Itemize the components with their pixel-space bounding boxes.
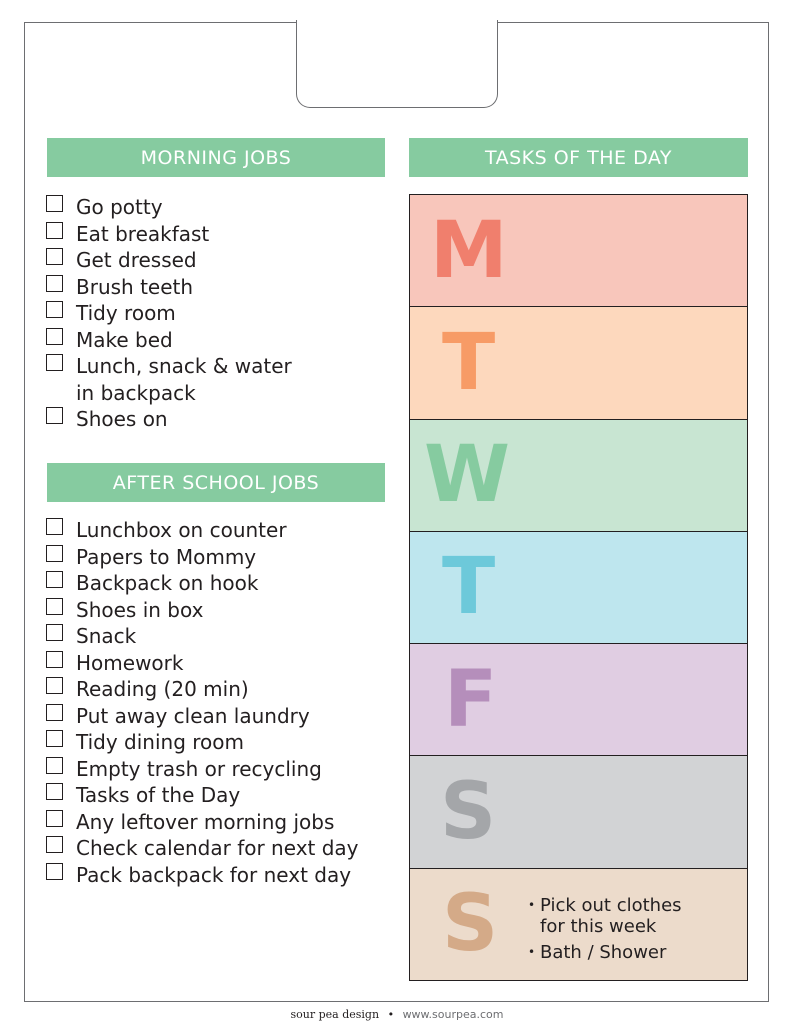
checkbox[interactable] xyxy=(46,863,63,880)
checklist-item xyxy=(46,650,359,677)
checklist-item xyxy=(46,353,292,406)
checklist-item-label: Papers to Mommy xyxy=(76,544,257,569)
checklist-item xyxy=(46,570,359,597)
day-letter: F xyxy=(444,654,498,745)
tasks-of-the-day-title: TASKS OF THE DAY xyxy=(484,146,673,169)
checklist-item-label: Get dressed xyxy=(76,248,197,272)
morning-jobs-title: MORNING JOBS xyxy=(140,146,292,169)
weekly-task-grid xyxy=(409,194,748,981)
checkbox[interactable] xyxy=(46,783,63,800)
checklist-item-label: Brush teeth xyxy=(76,274,194,299)
checklist-item-label: Make bed xyxy=(76,327,173,352)
checklist-item xyxy=(46,623,359,650)
checklist-item-label: Pack backpack for next day xyxy=(76,862,352,887)
day-row xyxy=(410,756,747,868)
checklist-item-label: Backpack on hook xyxy=(76,571,259,595)
checklist-item-label: Check calendar for next day xyxy=(76,836,359,860)
checkbox[interactable] xyxy=(46,222,63,239)
checklist-item-label: Reading (20 min) xyxy=(76,677,249,701)
checklist-item xyxy=(46,782,359,809)
checklist-item-label: Go potty xyxy=(76,195,163,219)
checkbox[interactable] xyxy=(46,545,63,562)
footer-url[interactable]: www.sourpea.com xyxy=(402,1008,504,1021)
day-letter: S xyxy=(442,879,499,970)
checklist-item-label: Homework xyxy=(76,650,184,675)
after-school-jobs-header xyxy=(47,463,385,502)
day-row xyxy=(410,869,747,980)
day-letter: T xyxy=(442,317,496,408)
day-notes xyxy=(528,895,682,968)
clipboard-tab xyxy=(296,20,498,108)
checklist-item xyxy=(46,676,359,703)
footer-separator: • xyxy=(387,1008,395,1021)
day-row xyxy=(410,307,747,419)
checklist-item xyxy=(46,517,359,544)
checklist-item xyxy=(46,194,292,221)
day-letter: S xyxy=(440,767,497,858)
checklist-item-label: Empty trash or recycling xyxy=(76,756,322,781)
checklist-item-label: Lunchbox on counter xyxy=(76,518,287,542)
checkbox[interactable] xyxy=(46,407,63,424)
checkbox[interactable] xyxy=(46,810,63,827)
checklist-item xyxy=(46,300,292,327)
checkbox[interactable] xyxy=(46,328,63,345)
day-row xyxy=(410,532,747,644)
checkbox[interactable] xyxy=(46,248,63,265)
checklist-item xyxy=(46,274,292,301)
checkbox[interactable] xyxy=(46,704,63,721)
day-letter: W xyxy=(424,430,511,521)
day-letter: M xyxy=(430,205,508,296)
checklist-item-label: Tasks of the Day xyxy=(76,783,241,807)
checkbox[interactable] xyxy=(46,598,63,615)
tasks-of-the-day-header xyxy=(409,138,748,177)
checklist-item xyxy=(46,703,359,730)
checklist-item-label: Lunch, snack & water in backpack xyxy=(76,354,292,405)
after-school-jobs-list xyxy=(46,517,359,888)
checklist-item-label: Snack xyxy=(76,624,137,648)
checkbox[interactable] xyxy=(46,354,63,371)
checklist-item-label: Eat breakfast xyxy=(76,221,210,246)
day-letter: T xyxy=(442,542,496,633)
checkbox[interactable] xyxy=(46,195,63,212)
day-row xyxy=(410,420,747,532)
morning-jobs-list xyxy=(46,194,292,433)
after-school-jobs-title: AFTER SCHOOL JOBS xyxy=(112,471,320,494)
day-note: • Pick out clothes for this week xyxy=(528,895,682,937)
day-row xyxy=(410,644,747,756)
checklist-item-label: Shoes on xyxy=(76,407,168,431)
checklist-item-label: Any leftover morning jobs xyxy=(76,809,335,834)
checklist-item-label: Tidy dining room xyxy=(76,730,244,754)
checklist-item xyxy=(46,221,292,248)
morning-jobs-header xyxy=(47,138,385,177)
checkbox[interactable] xyxy=(46,301,63,318)
checklist-item xyxy=(46,756,359,783)
checklist-item xyxy=(46,327,292,354)
checklist-item xyxy=(46,597,359,624)
checkbox[interactable] xyxy=(46,836,63,853)
checkbox[interactable] xyxy=(46,571,63,588)
checklist-item xyxy=(46,544,359,571)
day-note: • Bath / Shower xyxy=(528,942,682,963)
checklist-item xyxy=(46,862,359,889)
checklist-item xyxy=(46,835,359,862)
checkbox[interactable] xyxy=(46,757,63,774)
checkbox[interactable] xyxy=(46,518,63,535)
checklist-item-label: Tidy room xyxy=(76,301,176,325)
checklist-item xyxy=(46,406,292,433)
checkbox[interactable] xyxy=(46,624,63,641)
footer-brand: sour pea design xyxy=(290,1008,380,1021)
checklist-item xyxy=(46,729,359,756)
checkbox[interactable] xyxy=(46,677,63,694)
checklist-item xyxy=(46,809,359,836)
checkbox[interactable] xyxy=(46,651,63,668)
checkbox[interactable] xyxy=(46,730,63,747)
checklist-item-label: Put away clean laundry xyxy=(76,703,310,728)
day-row xyxy=(410,195,747,307)
checklist-item-label: Shoes in box xyxy=(76,597,204,622)
checklist-item xyxy=(46,247,292,274)
checkbox[interactable] xyxy=(46,275,63,292)
footer xyxy=(0,1008,794,1021)
